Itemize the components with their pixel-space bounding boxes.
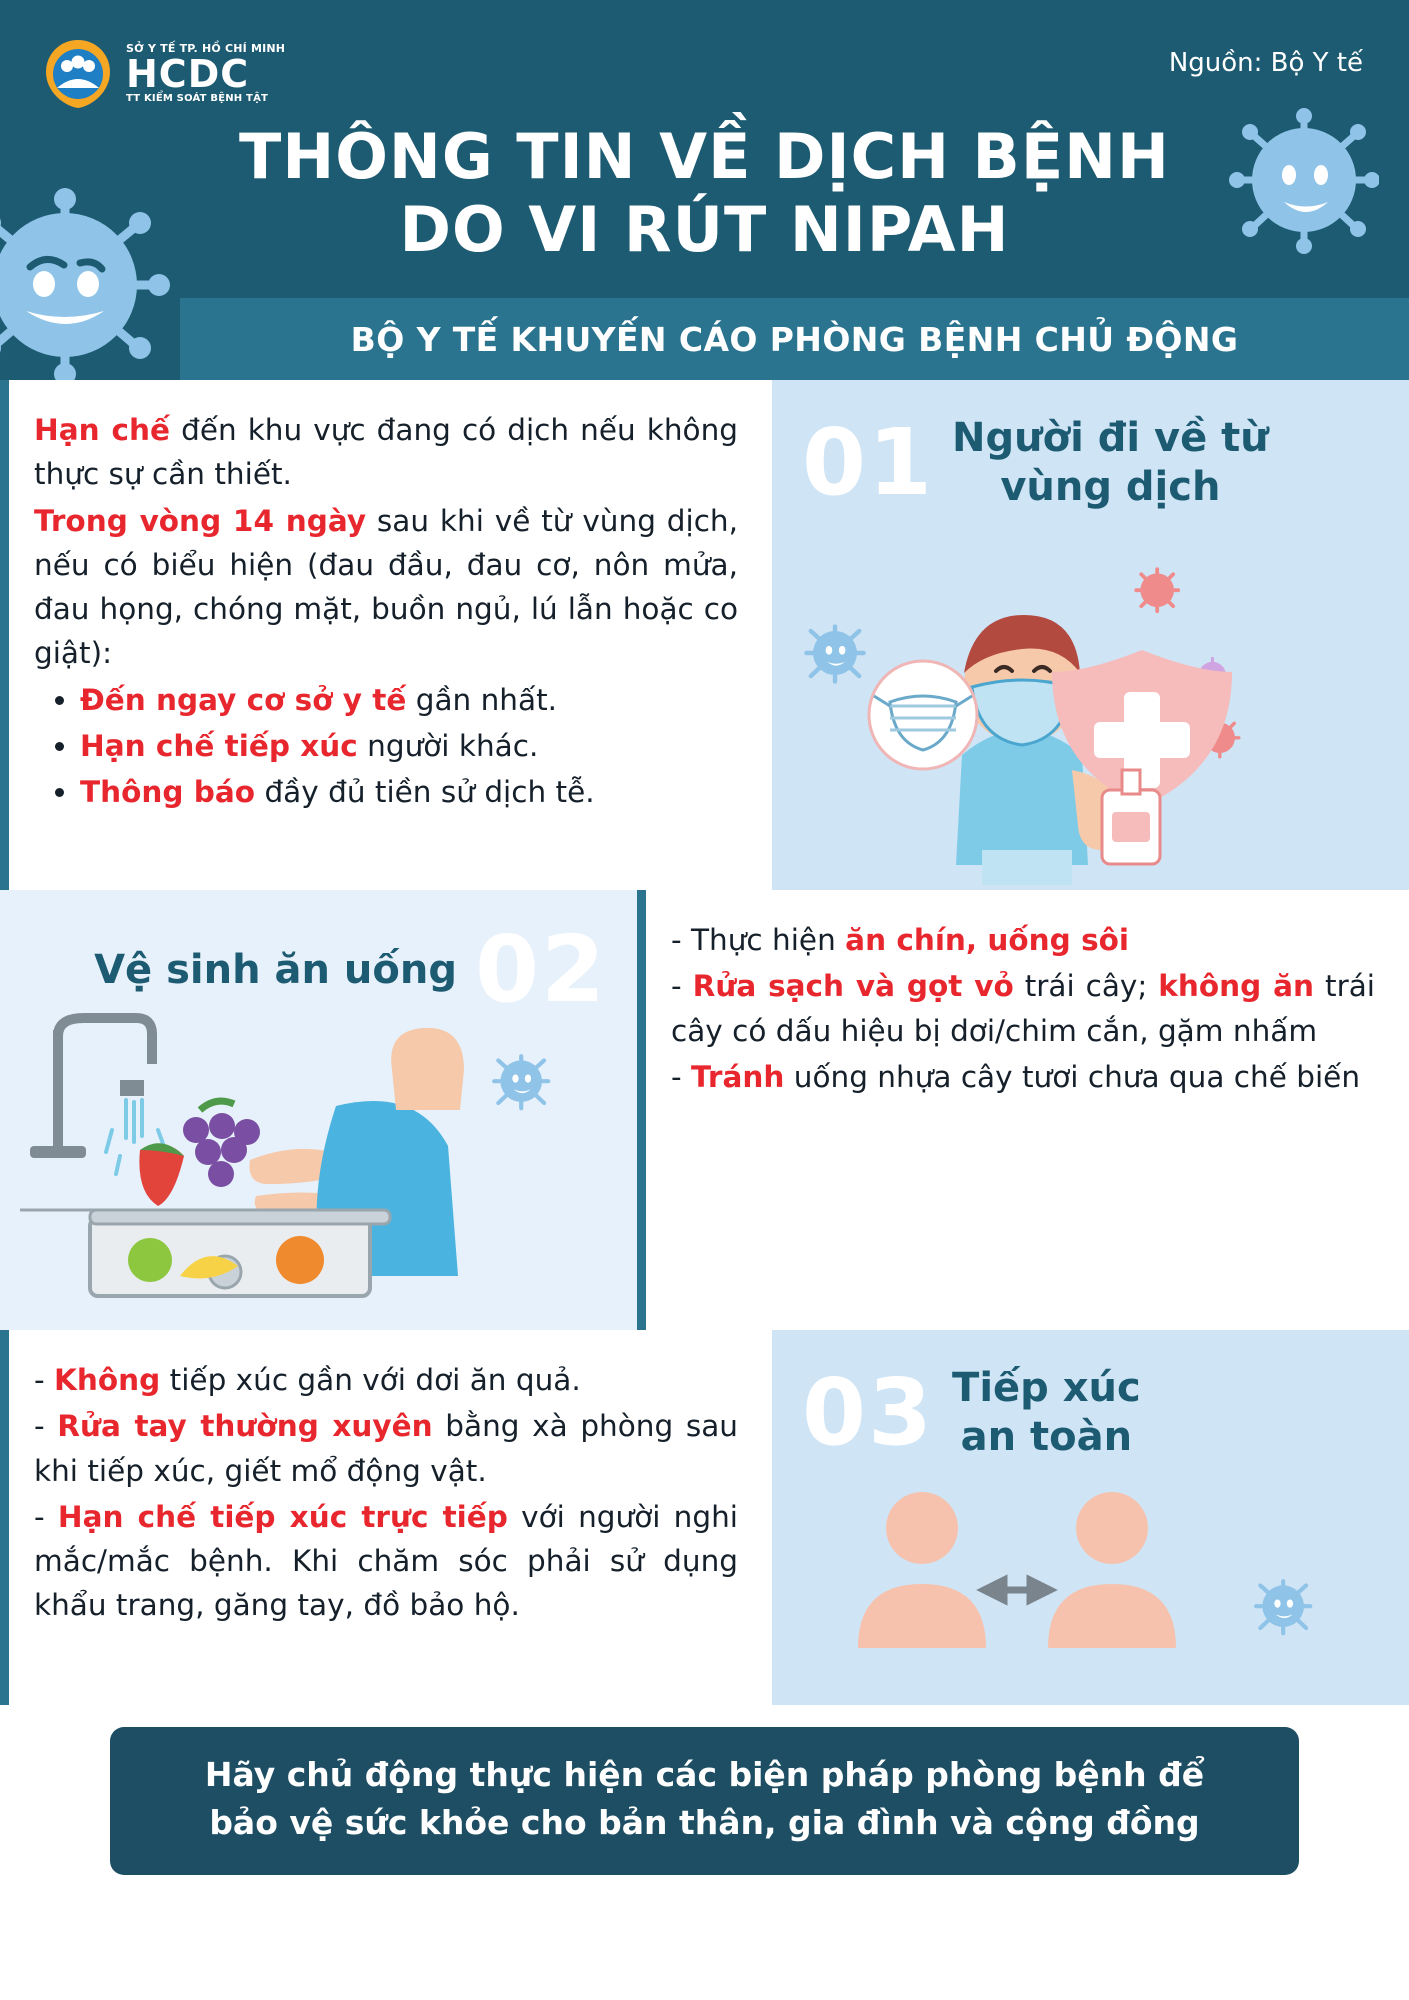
section-01-paragraph-2: Trong vòng 14 ngày sau khi về từ vùng dịch, nếu có biểu hiện (đau đầu, đau cơ, nôn mửa, đau họng, chóng mặt, buồn ngủ, lú lẫn hoặc co giật): <box>34 503 738 671</box>
section-01-title: Người đi về từ vùng dịch <box>952 415 1269 510</box>
social-distancing-two-people-icon <box>772 1480 1409 1705</box>
subtitle-bar <box>180 298 1409 380</box>
section-03-visual <box>772 1330 1409 1705</box>
section-03-title: Tiếp xúc an toàn <box>952 1365 1141 1460</box>
list-item: • Thông báo đầy đủ tiền sử dịch tễ. <box>80 770 738 814</box>
section-02-visual <box>0 890 637 1330</box>
hcdc-logo <box>40 36 285 112</box>
section-02-number: 02 <box>474 916 607 1023</box>
section-03 <box>0 1330 1409 1705</box>
hcdc-logo-icon <box>40 36 116 112</box>
washing-fruit-in-sink-icon <box>0 1010 637 1330</box>
section-01-heading <box>772 380 1409 516</box>
section-02-line-3: - Tránh uống nhựa cây tươi chưa qua chế biến <box>671 1059 1361 1094</box>
section-03-text <box>0 1330 772 1705</box>
section-02-heading <box>0 890 637 1023</box>
footer-banner <box>110 1727 1299 1875</box>
page-title-line-1: THÔNG TIN VỀ DỊCH BỆNH <box>239 120 1170 193</box>
header-banner <box>0 0 1409 380</box>
list-item: • Đến ngay cơ sở y tế gần nhất. <box>80 678 738 722</box>
section-03-heading <box>772 1330 1409 1466</box>
subtitle-text: BỘ Y TẾ KHUYẾN CÁO PHÒNG BỆNH CHỦ ĐỘNG <box>350 319 1239 359</box>
section-02-line-2: - Rửa sạch và gọt vỏ trái cây; không ăn trái cây có dấu hiệu bị dơi/chim cắn, gặm nhấm <box>671 969 1375 1048</box>
list-item: • Hạn chế tiếp xúc người khác. <box>80 724 738 768</box>
footer-line-1: Hãy chủ động thực hiện các biện pháp phòng bệnh để <box>204 1755 1205 1794</box>
section-03-line-2: - Rửa tay thường xuyên bằng xà phòng sau khi tiếp xúc, giết mổ động vật. <box>34 1409 738 1488</box>
section-01-visual <box>772 380 1409 890</box>
section-02-line-1: - Thực hiện ăn chín, uống sôi <box>671 923 1130 957</box>
section-02-title: Vệ sinh ăn uống <box>94 946 457 993</box>
section-01-text <box>0 380 772 890</box>
source-label: Nguồn: Bộ Y tế <box>1168 48 1363 78</box>
section-02 <box>0 890 1409 1330</box>
section-01-paragraph-1: Hạn chế đến khu vực đang có dịch nếu không thực sự cần thiết. <box>34 413 738 492</box>
footer-wrapper <box>0 1705 1409 1903</box>
footer-line-2: bảo vệ sức khỏe cho bản thân, gia đình và cộng đồng <box>209 1802 1200 1842</box>
section-02-text <box>637 890 1409 1330</box>
section-03-line-3: - Hạn chế tiếp xúc trực tiếp với người nghi mắc/mắc bệnh. Khi chăm sóc phải sử dụng khẩu trang, găng tay, đồ bảo hộ. <box>34 1499 738 1623</box>
person-with-mask-and-shield-icon <box>772 565 1409 885</box>
section-03-line-1: - Không tiếp xúc gần với dơi ăn quả. <box>34 1363 581 1397</box>
page-title-line-2: DO VI RÚT NIPAH <box>399 193 1010 267</box>
section-01 <box>0 380 1409 890</box>
section-03-number: 03 <box>802 1358 935 1466</box>
logo-line-3: TT KIỂM SOÁT BỆNH TẬT <box>126 93 269 105</box>
page-title <box>0 120 1409 266</box>
logo-line-1: SỞ Y TẾ TP. HỒ CHÍ MINH <box>126 42 286 56</box>
section-01-number: 01 <box>802 408 935 516</box>
logo-line-2: HCDC <box>126 51 250 96</box>
section-01-bullets <box>34 678 738 815</box>
